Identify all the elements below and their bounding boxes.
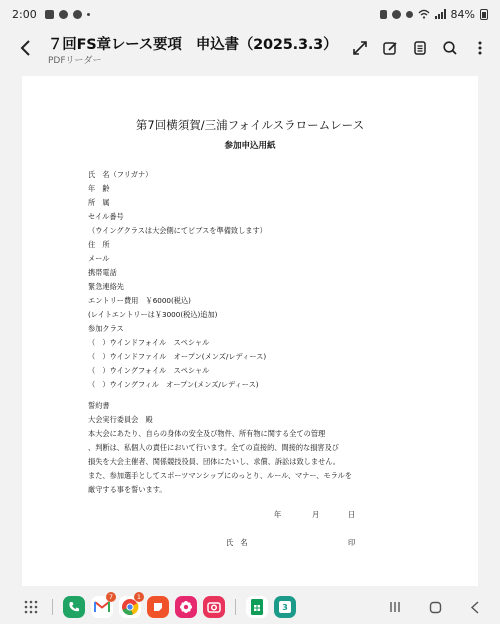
flower-icon: [179, 600, 193, 614]
phone-app-icon[interactable]: [63, 596, 85, 618]
field-mobile: 携帯電話: [88, 268, 117, 277]
field-late-entry: (レイトエントリーは￥3000(税込)追加): [88, 310, 218, 319]
note-icon: [152, 601, 164, 613]
sim-icon: [380, 10, 387, 19]
class-option: （ ）ウインドフォイル スペシャル: [88, 338, 210, 347]
signal-icon: [435, 9, 446, 19]
edit-button[interactable]: [378, 36, 402, 60]
alarm-icon: [392, 10, 401, 19]
form-title: 第7回横須賀/三浦フォイルスラロームレース: [135, 118, 365, 132]
mail-icon: [94, 601, 110, 613]
message-notification-icon: [59, 10, 68, 19]
class-option: （ ）ウイングフィル オープン(メンズ/レディース): [88, 380, 259, 389]
expand-button[interactable]: [348, 36, 372, 60]
field-sail-number: セイル番号: [88, 212, 124, 221]
back-button[interactable]: [14, 36, 38, 60]
flower-app-icon[interactable]: [175, 596, 197, 618]
toolbar: [348, 36, 492, 60]
home-button[interactable]: [429, 601, 442, 614]
gallery-notification-icon: [45, 10, 54, 19]
field-name: 氏 名（フリガナ）: [88, 170, 153, 179]
app-drawer-button[interactable]: [20, 596, 42, 618]
app-name: PDFリーダー: [48, 56, 102, 66]
reading-mode-button[interactable]: [408, 36, 432, 60]
search-button[interactable]: [438, 36, 462, 60]
more-vertical-icon: [477, 40, 483, 56]
search-icon: [442, 40, 458, 56]
grid-icon: [24, 600, 38, 614]
pledge-text-line: 本大会にあたり、自らの身体の安全及び物件、所有物に関する全ての管理: [88, 429, 326, 438]
battery-icon: [480, 9, 488, 20]
date-month-label: 月: [312, 510, 320, 519]
pledge-section: [88, 399, 352, 497]
pledge-addressee: 大会実行委員会 殿: [88, 415, 153, 424]
sheets-app-icon[interactable]: [246, 596, 268, 618]
pledge-heading: 誓約書: [88, 401, 110, 410]
camera-app-icon[interactable]: [203, 596, 225, 618]
notes-app-icon[interactable]: [147, 596, 169, 618]
edit-icon: [382, 40, 398, 56]
class-option: （ ）ウイングフォイル スペシャル: [88, 366, 210, 375]
mute-icon: [406, 11, 413, 18]
field-affiliation: 所 属: [88, 198, 110, 207]
pledge-text-line: また、参加選手としてスポーツマンシップにのっとり、ルール、マナー、モラルを: [88, 471, 353, 480]
class-option: （ ）ウインドファイル オープン(メンズ/レディース): [88, 352, 267, 361]
battery-percent: 84%: [450, 7, 475, 21]
bottom-navigation-bar: [0, 590, 500, 624]
field-sail-note: （ウイングクラスは大会側にてビブスを準備致します）: [88, 226, 267, 235]
camera-icon: [207, 601, 221, 613]
back-arrow-icon: [19, 40, 33, 56]
recent-apps-button[interactable]: [389, 601, 401, 613]
signature-name-label: 氏 名: [226, 538, 248, 547]
field-emergency-contact: 緊急連絡先: [88, 282, 124, 291]
form-subtitle: 参加申込用紙: [224, 141, 276, 151]
wifi-icon: [418, 9, 430, 19]
more-options-button[interactable]: [468, 36, 492, 60]
field-class-heading: 参加クラス: [88, 324, 124, 333]
document-title: ７回FS章レース要項 申込書（2025.3.3）: [48, 37, 338, 53]
status-time: 2:00: [12, 7, 37, 21]
phone-icon: [68, 601, 80, 613]
gmail-app-icon[interactable]: [91, 593, 114, 618]
calendar-app-icon[interactable]: [274, 596, 296, 618]
pledge-text-line: 、判断は、私個人の責任において行います。全ての直接的、間接的な損害及び: [88, 443, 339, 452]
field-address: 住 所: [88, 240, 110, 249]
system-navigation: [389, 601, 480, 614]
signature-seal-label: 印: [348, 538, 356, 547]
form-fields: [88, 168, 267, 392]
expand-icon: [352, 40, 368, 56]
chrome-app-icon[interactable]: [119, 593, 142, 618]
date-year-label: 年: [274, 510, 282, 519]
facebook-notification-icon: [73, 10, 82, 19]
status-bar: [0, 0, 500, 28]
field-email: メール: [88, 254, 110, 263]
gmail-badge: 7: [106, 592, 116, 602]
date-day-label: 日: [348, 510, 356, 519]
spreadsheet-icon: [251, 599, 263, 615]
document-icon: [412, 40, 428, 56]
field-entry-fee: エントリー費用 ￥6000(税込): [88, 296, 191, 305]
system-back-button[interactable]: [470, 601, 480, 614]
calendar-date: 3: [282, 602, 288, 612]
field-age: 年 齢: [88, 184, 110, 193]
pledge-text-line: 厳守する事を誓います。: [88, 485, 167, 494]
app-header: [0, 28, 500, 74]
pdf-page[interactable]: [22, 76, 478, 586]
more-notifications-icon: [87, 13, 90, 16]
pledge-text-line: 損失を大会主催者、関係競技役員、団体にたいし、求償、訴訟は致しません。: [88, 457, 340, 466]
chrome-badge: 1: [134, 592, 144, 602]
